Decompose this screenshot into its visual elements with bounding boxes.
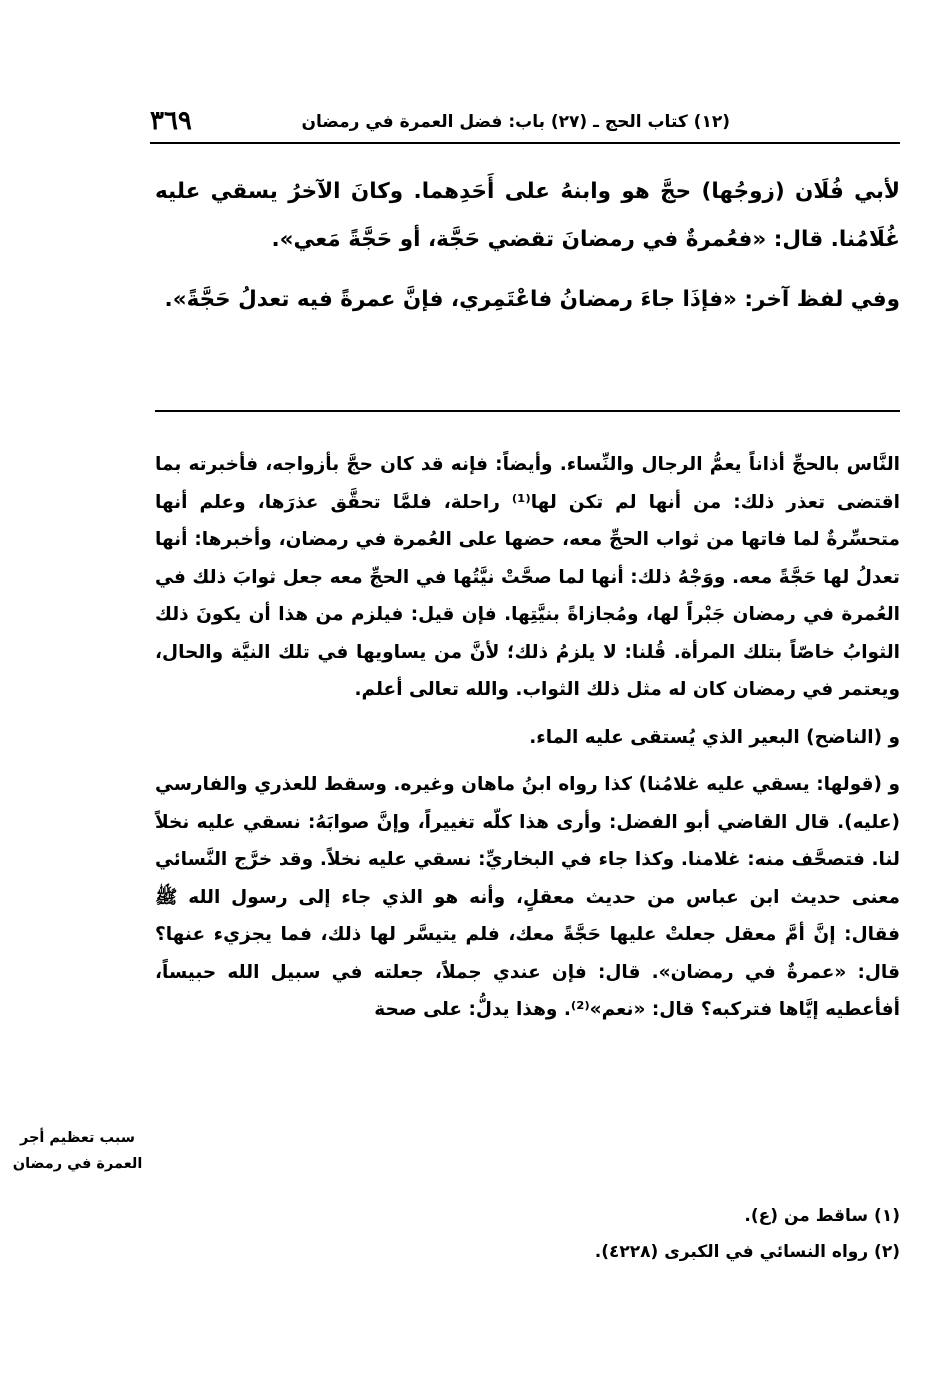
page-header [150,106,900,144]
hadith-paragraph: وفي لفظ آخر: «فإذَا جاءَ رمضانُ فاعْتَمِري، فإنَّ عمرةً فيه تعدلُ حَجَّةً». [164,287,900,312]
footnote: (١) ساقط من (ع). [744,1206,900,1226]
commentary-paragraph: و (الناضح) البعير الذي يُستقى عليه الماء. [529,726,900,748]
hadith-text [155,168,900,336]
commentary-paragraph: النَّاس بالحجِّ أذاناً يعمُّ الرجال والنِّساء. وأيضاً: فإنه قد كان حجَّ بأزواجه، فأخبرته بما اقتضى تعذر ذلك: من أنها لم تكن لها⁽¹⁾ راحلة، فلمَّا تحقَّق عذرَها، وعلم أنها متحسِّرةٌ لما فاتها من ثواب الحجِّ معه، حضها على العُمرة في رمضان، وأخبرها: أنها تعدلُ لها حَجَّةً معه. ووَجْهُ ذلك: أنها لما صحَّتْ نيَّتُها في الحجِّ معه جعل ثوابَ ذلك في العُمرة في رمضان جَبْراً لها، ومُجازاةً بنيَّتِها. فإن قيل: فيلزم من هذا أن يكونَ ذلك الثوابُ خاصّاً بتلك المرأة. قُلنا: لا يلزمُ ذلك؛ لأنَّ من يساويها في تلك النيَّة والحال، ويعتمر في رمضان كان له مثل ذلك الثواب. والله تعالى أعلم. [155,454,900,700]
footnote: (٢) رواه النسائي في الكبرى (٤٢٢٨). [594,1242,900,1262]
running-head: (١٢) كتاب الحج ـ (٢٧) باب: فضل العمرة في رمضان [301,112,730,132]
footnotes [155,1198,900,1270]
page-number: ٣٦٩ [150,106,192,136]
margin-note: سبب تعظيم أجر العمرة في رمضان [12,1130,143,1172]
commentary-paragraph: و (قولها: يسقي عليه غلامُنا) كذا رواه ابنُ ماهان وغيره. وسقط للعذري والفارسي (عليه). قال القاضي أبو الفضل: وأرى هذا كلّه تغييراً، وإنَّ صوابَهُ: نسقي عليه نخلاً لنا. فتصحَّف منه: غلامنا. وكذا جاء في البخاريِّ: نسقي عليه نخلاً. وقد خرَّج النَّسائي معنى حديث ابن عباس من حديث معقلٍ، وأنه هو الذي جاء إلى رسول الله ﷺ فقال: إنَّ أمَّ معقل جعلتْ عليها حَجَّةً معك، فلم يتيسَّر لها ذلك، فما يجزيء عنها؟ قال: «عمرةٌ في رمضان». قال: فإن عندي جملاً، جعلته في سبيل الله حبيساً، أفأعطيه إيَّاها فتركبه؟ قال: «نعم»⁽²⁾. وهذا يدلُّ: على صحة [155,774,900,1020]
hadith-paragraph: لأبي فُلَان (زوجُها) حجَّ هو وابنهُ على أَحَدِهما. وكانَ الآخرُ يسقي عليه غُلَامُنا. قال: «فعُمرةٌ في رمضانَ تقضي حَجَّة، أو حَجَّةً مَعي». [155,179,900,252]
section-divider [155,410,900,412]
commentary-text [155,446,900,1039]
